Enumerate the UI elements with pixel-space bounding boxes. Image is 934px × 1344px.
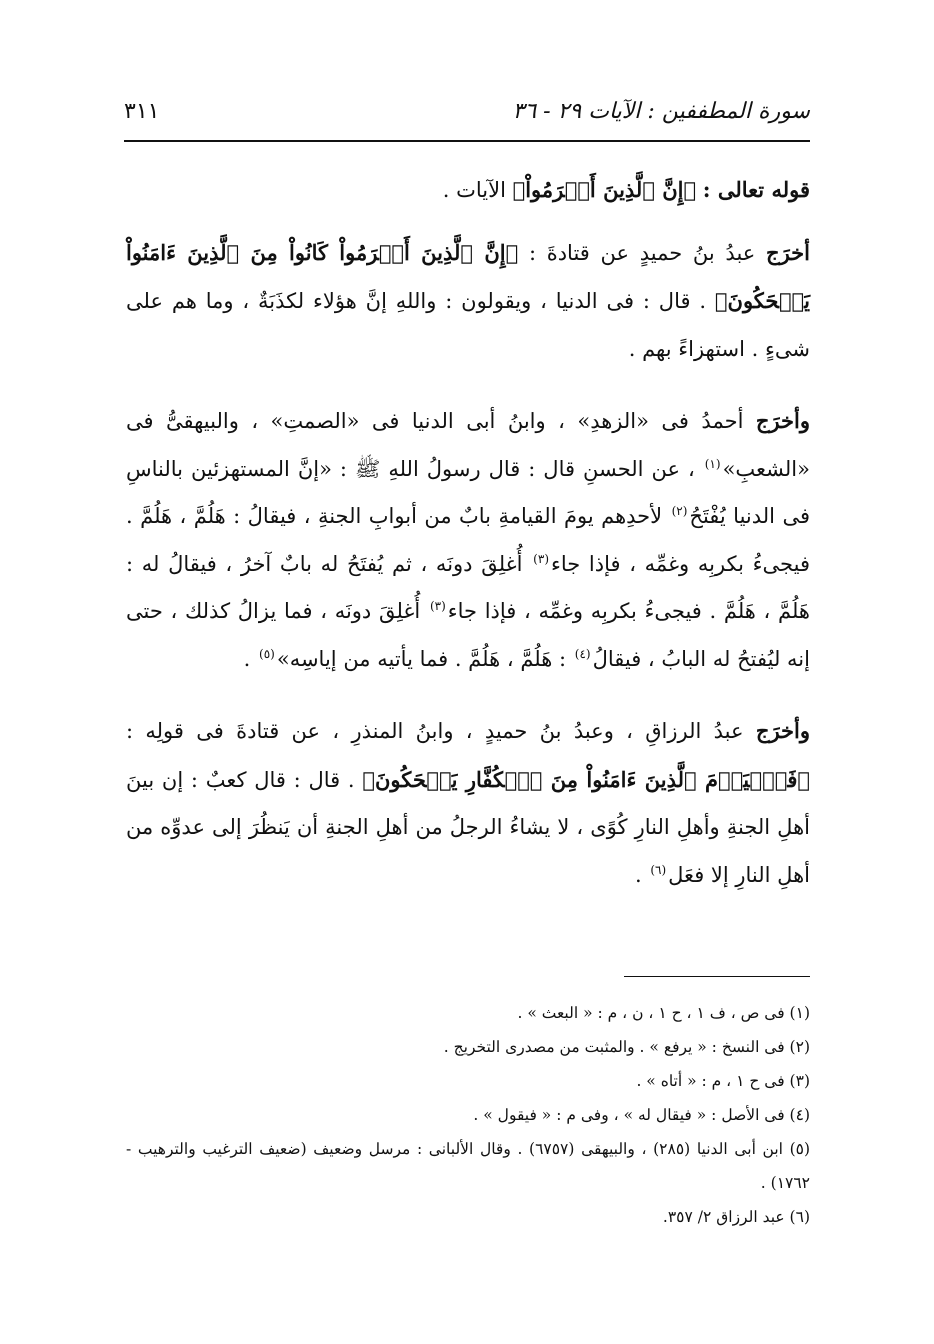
section-heading — [126, 166, 810, 215]
heading-verse: ﴿إِنَّ ٱلَّذِينَ أَجۡرَمُواْ﴾ — [512, 177, 697, 202]
paragraph-text: ، عن الحسنِ قال : قال رسولُ اللهِ ﷺ : «إنَّ المستهزئين بالناسِ فى الدنيا يُفْتَحُ — [126, 456, 810, 528]
footnote: (٦) عبد الرزاق ٢/ ٣٥٧. — [662, 1208, 810, 1226]
footnote: (٣) فى ح ١ ، م : « أتاه » . — [636, 1072, 810, 1090]
footnote-ref[interactable]: (١) — [704, 456, 721, 471]
paragraph-text: أحمدُ فى «الزهدِ» ، وابنُ أبى الدنيا فى «الصمتِ» ، والبيهقىُّ فى «الشعبِ» — [126, 409, 810, 481]
paragraph-lead: أخرَج — [766, 239, 810, 265]
paragraph-text: : هَلُمَّ ، هَلُمَّ . فما يأتيه من إياسِه» — [276, 646, 567, 671]
footnote-ref[interactable]: (٥) — [259, 646, 275, 661]
footnote-ref[interactable]: (٦) — [650, 862, 667, 877]
footnote-ref[interactable]: (٣) — [429, 599, 446, 613]
paragraph-text: لأحدِهم يومَ القيامةِ بابٌ من أبوابِ الجنةِ ، فيقالُ : هَلُمَّ ، هَلُمَّ . فيجىءُ بكربِه وغمِّه ، فإذا جاء — [126, 504, 810, 576]
quran-verse: ﴿فَٱلۡيَوۡمَ ٱلَّذِينَ ءَامَنُواْ مِنَ ٱلۡكُفَّارِ يَضۡحَكُونَ﴾ — [362, 766, 810, 792]
footnote-separator — [624, 976, 810, 977]
main-text — [126, 166, 810, 923]
header-rule — [124, 140, 810, 142]
paragraph-1 — [126, 229, 810, 374]
running-title: سورة المطففين : الآيات ٢٩ - ٣٦ — [512, 98, 810, 124]
paragraph-lead: وأخرَج — [755, 408, 810, 433]
paragraph-text: عبدُ بنُ حميدٍ عن قتادةَ : — [528, 240, 756, 265]
paragraph-text: أُغلِقَ دونَه ، ثم يُفتَحُ له بابٌ آخرُ ، فيقالُ له : هَلُمَّ ، هَلُمَّ . فيجىءُ بكربِه وغمِّه ، فإذا جاء — [126, 551, 811, 623]
paragraph-text: . — [634, 862, 642, 887]
footnote: (٤) فى الأصل : « فيقال له » ، وفى م : « فيقول » . — [473, 1106, 810, 1124]
heading-suffix: الآيات . — [442, 178, 506, 202]
paragraph-text: . قال : فى الدنيا ، ويقولون : واللهِ إنَّ هؤلاء لكذَبَةٌ ، وما هم على شىءٍ . استهزاءً بهم . — [126, 289, 810, 361]
page-number: ٣١١ — [124, 98, 160, 124]
paragraph-3 — [126, 707, 810, 899]
footnote: (٥) ابن أبى الدنيا (٢٨٥) ، والبيهقى (٦٧٥٧) . وقال الألبانى : مرسل وضعيف (ضعيف الترغيب والترهيب - ١٧٦٢) . — [126, 1140, 811, 1192]
paragraph-text: . قال : قال كعبٌ : إن بينَ أهلِ الجنةِ وأهلِ النارِ كُوًى ، لا يشاءُ الرجلُ من أهلِ الجنةِ أن يَنظُرَ إلى عدوِّه من أهلِ النارِ إلا فعَل — [126, 767, 810, 887]
quran-verse: ﴿إِنَّ ٱلَّذِينَ أَجۡرَمُواْ كَانُواْ مِنَ ٱلَّذِينَ ءَامَنُواْ يَضۡحَكُونَ﴾ — [126, 239, 810, 313]
paragraph-lead: وأخرَج — [755, 718, 810, 743]
page-header — [124, 86, 810, 136]
footnote-ref[interactable]: (٢) — [671, 504, 688, 518]
footnote: (٢) فى النسخ : « يرفع » . والمثبت من مصدرى التخريج . — [443, 1038, 810, 1056]
paragraph-2 — [126, 397, 810, 683]
footnote: (١) فى ص ، ف ١ ، ح ١ ، ن ، م : « البعث » . — [517, 1004, 810, 1022]
paragraph-text: عبدُ الرزاقِ ، وعبدُ بنُ حميدٍ ، وابنُ المنذرِ ، عن قتادةَ فى قولِه : — [126, 719, 744, 743]
footnotes — [126, 996, 810, 1234]
heading-label: قوله تعالى : — [702, 177, 810, 202]
paragraph-text: . — [243, 646, 251, 671]
paragraph-text: أُغلِقَ دونَه ، فما يزالُ كذلك ، حتى إنه ليُفتحُ له البابُ ، فيقالُ — [126, 599, 810, 671]
footnote-ref[interactable]: (٤) — [574, 646, 591, 661]
footnote-ref[interactable]: (٣) — [533, 551, 549, 566]
